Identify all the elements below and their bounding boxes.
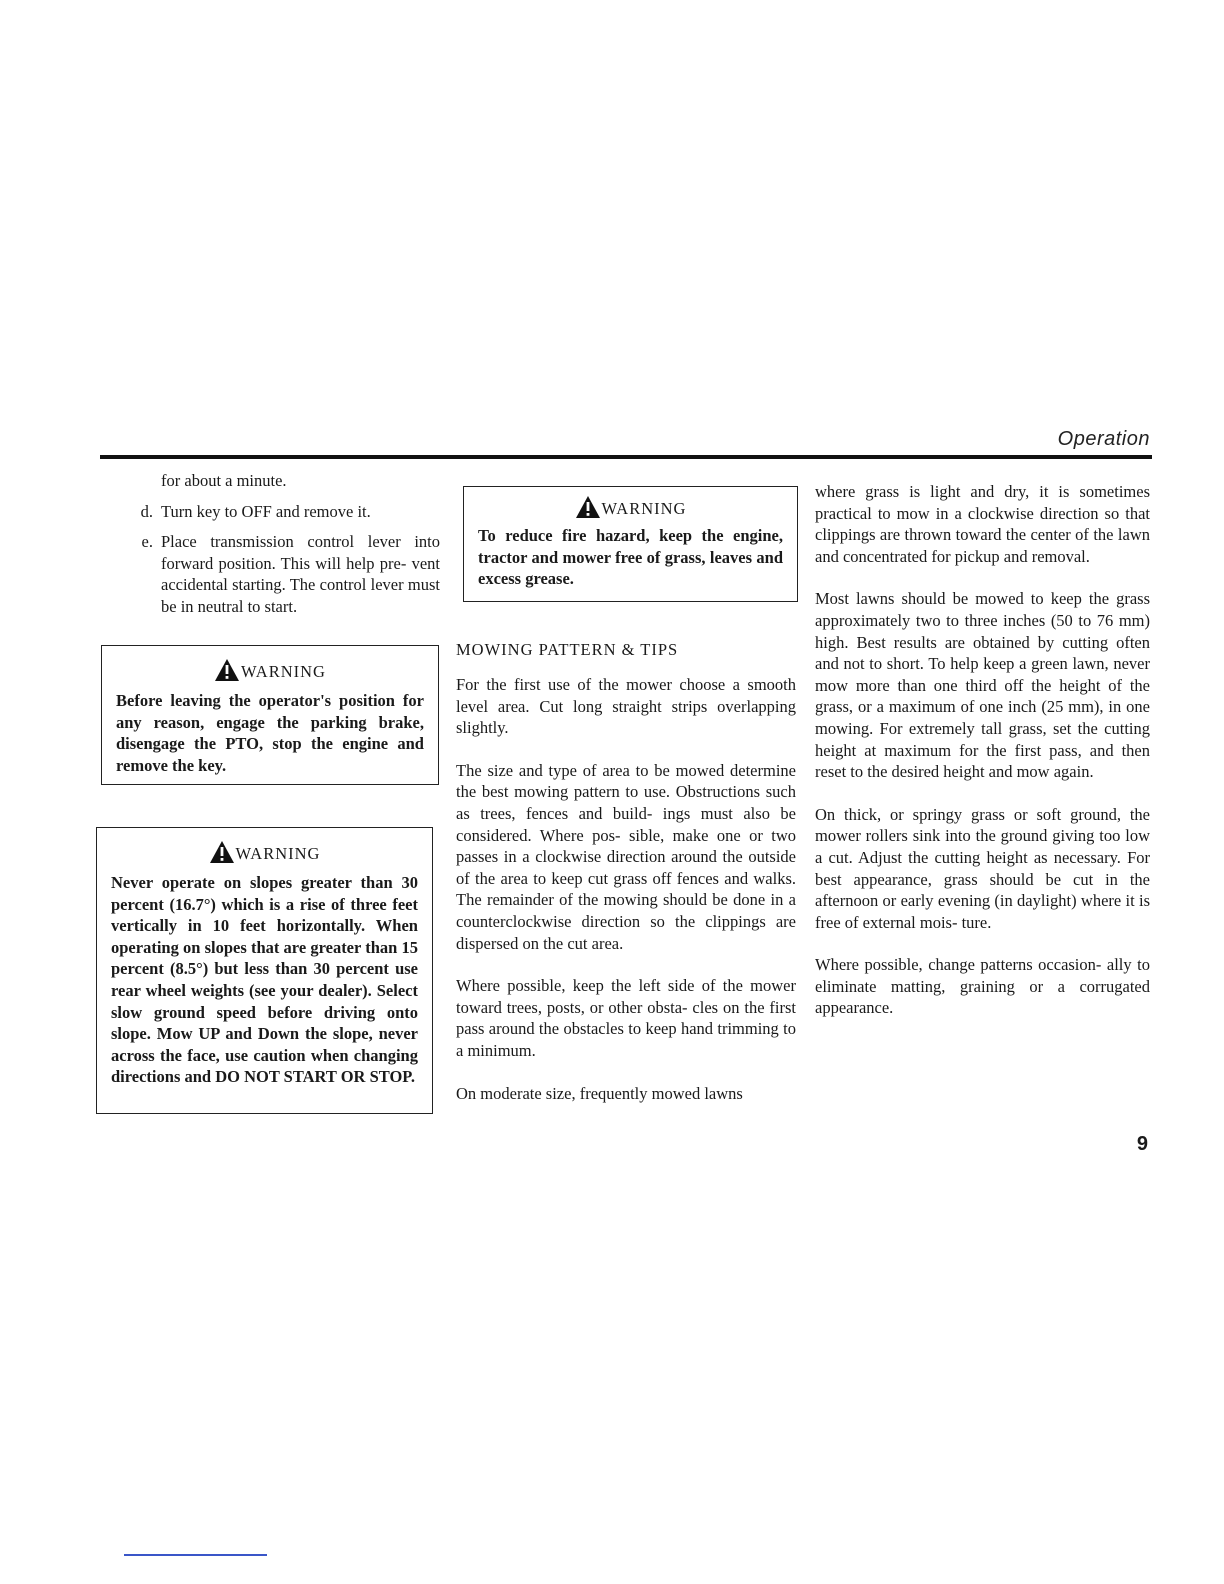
warning-box-parking (101, 645, 439, 785)
warning-triangle-icon (575, 495, 601, 519)
warning-box-fire (463, 486, 798, 602)
warning-heading (116, 658, 424, 682)
warning-triangle-icon (209, 840, 235, 864)
page-number: 9 (1136, 1133, 1148, 1155)
step-d-letter: d. (140, 501, 153, 521)
column-right (815, 481, 1150, 1019)
warning-triangle-icon (214, 658, 240, 682)
warning-heading (478, 495, 783, 519)
footer-line (124, 1554, 267, 1556)
paragraph: Where possible, change patterns occasion- ally to eliminate matting, graining or a corrugated appearance. (815, 955, 1150, 1018)
page-header-title: Operation (1057, 428, 1150, 450)
step-d-text: Turn key to OFF and remove it. (161, 501, 371, 521)
warning-title: WARNING (241, 662, 326, 681)
paragraph: The size and type of area to be mowed determine the best mowing pattern to use. Obstructions such as trees, fences and build- ings must also be considered. Where pos- sible, make one or two passes in a clockwise direction around the outside of the area to keep cut grass off fences and walks. The remainder of the mowing should be done in a counterclockwise direction so the clippings are dispersed on the cut area. (456, 760, 796, 953)
warning-text: To reduce fire hazard, keep the engine, tractor and mower free of grass, leaves and excess grease. (478, 526, 783, 589)
step-e (100, 531, 440, 617)
paragraph: Most lawns should be mowed to keep the grass approximately two to three inches (50 to 76 mm) high. Best results are obtained by cutting often and not to short. To help keep a green lawn, never mow more than one third off the height of the grass, or a maximum of one inch (25 mm), in one mowing. For extremely tall grass, set the cutting height at maximum for the first pass, and then reset to the desired height and mow again. (815, 589, 1150, 782)
paragraph: where grass is light and dry, it is sometimes practical to mow in a clockwise direction so that clippings are thrown toward the center of the lawn and concentrated for pickup and removal. (815, 482, 1150, 566)
warning-text: Before leaving the operator's position for any reason, engage the parking brake, disengage the PTO, stop the engine and remove the key. (116, 691, 424, 775)
column-middle (456, 640, 796, 1104)
step-e-letter: e. (141, 532, 153, 552)
section-heading: MOWING PATTERN & TIPS (456, 640, 679, 659)
paragraph: On moderate size, frequently mowed lawns (456, 1083, 743, 1103)
warning-text: Never operate on slopes greater than 30 percent (16.7°) which is a rise of three feet vertically in 10 feet horizontally. When operating on slopes that are greater than 15 percent (8.5°) but less than 30 percent use rear wheel weights (see your dealer). Select slow ground speed before driving onto slope. Mow UP and Down the slope, never across the face, use caution when changing directions and DO NOT START OR STOP. (111, 873, 418, 1087)
warning-title: WARNING (601, 499, 687, 518)
warning-title: WARNING (235, 844, 321, 863)
warning-box-slopes (96, 827, 433, 1114)
paragraph: Where possible, keep the left side of the mower toward trees, posts, or other obsta- cles on the first pass around the obstacles to keep hand trimming to a minimum. (456, 976, 796, 1060)
warning-heading (111, 840, 418, 864)
step-d (100, 501, 440, 523)
paragraph: On thick, or springy grass or soft ground, the mower rollers sink into the ground giving too low a cut. Adjust the cutting height as necessary. For best appearance, grass should be cut in the afternoon or early evening (in daylight) where it is free of external mois- ture. (815, 804, 1150, 932)
paragraph: For the first use of the mower choose a smooth level area. Cut long straight strips overlapping slightly. (456, 675, 796, 738)
column-left (100, 470, 440, 618)
step-e-text: Place transmission control lever into forward position. This will help pre- vent accidental starting. The control lever must be in neutral to start. (161, 532, 440, 616)
header-rule (100, 455, 1152, 459)
continuation-text: for about a minute. (161, 471, 287, 490)
